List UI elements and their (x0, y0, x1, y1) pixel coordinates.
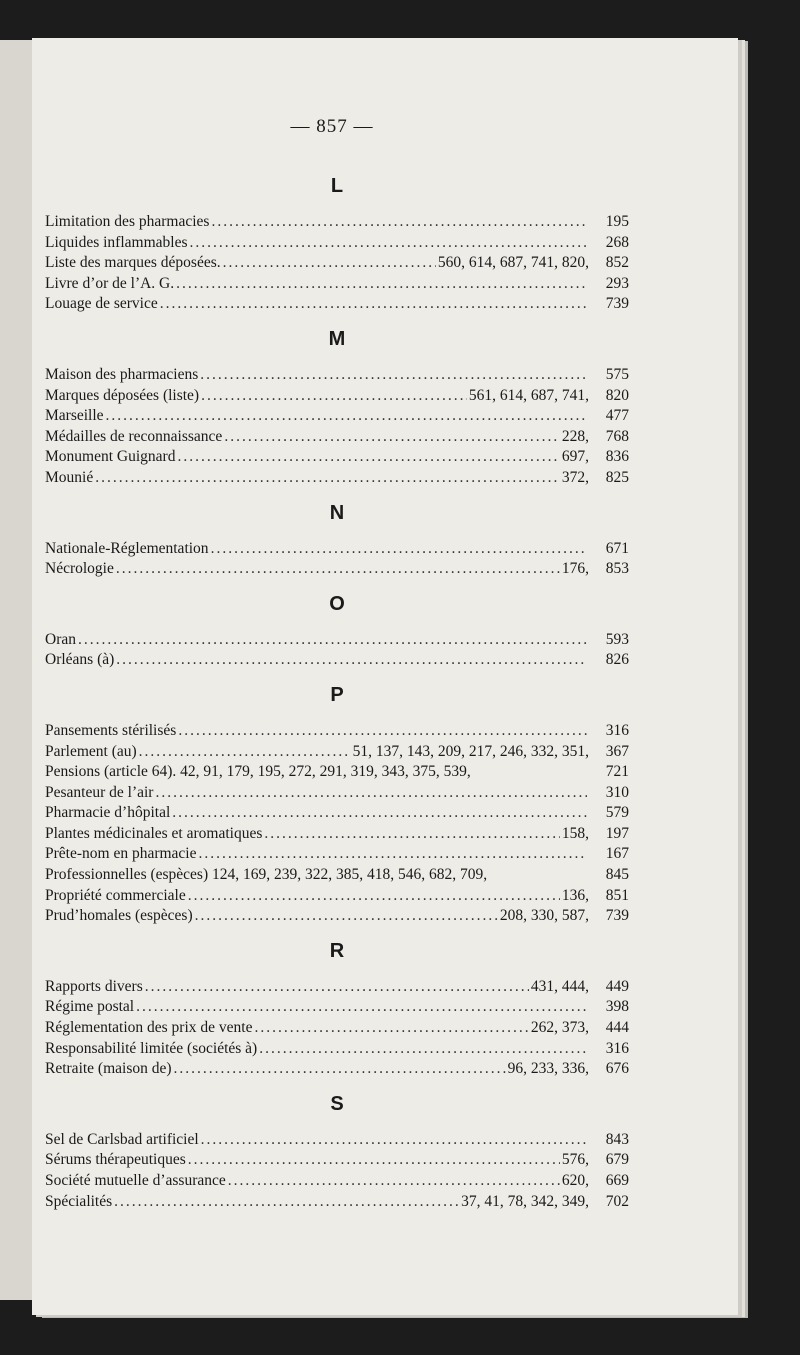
entry-last-page: 197 (605, 824, 629, 842)
entry-last-page: 268 (605, 233, 629, 251)
index-entry (45, 650, 629, 671)
dot-leader (211, 539, 587, 560)
entry-page-references: 561, 614, 687, 741, (468, 386, 589, 404)
index-entry (45, 977, 629, 998)
entry-term: Spécialités (45, 1192, 113, 1210)
entry-last-page: 477 (605, 407, 629, 425)
entry-term: Sérums thérapeutiques (45, 1151, 186, 1169)
index-section-n (45, 501, 629, 580)
index-entry (45, 762, 629, 783)
entry-last-page: 449 (605, 977, 629, 995)
entry-last-page: 398 (605, 998, 629, 1016)
section-letter-heading: R (329, 939, 345, 962)
dot-leader (78, 630, 587, 651)
index-section-o (45, 592, 629, 671)
dot-leader (228, 1171, 560, 1192)
entry-page-references: 228, (561, 427, 589, 445)
entry-term: Marseille (45, 407, 104, 425)
entry-last-page: 579 (605, 804, 629, 822)
entry-last-page: 768 (605, 427, 629, 445)
entry-page-references: 262, 373, (530, 1019, 589, 1037)
entry-term: Pharmacie d’hôpital (45, 804, 171, 822)
entry-term: Nationale-Réglementation (45, 539, 209, 557)
page-number: — 857 — (290, 116, 374, 137)
index-entry (45, 783, 629, 804)
dot-leader (201, 1130, 587, 1151)
index-entry (45, 386, 629, 407)
entry-term: Pansements stérilisés (45, 721, 177, 739)
entry-last-page: 167 (605, 845, 629, 863)
index-entry (45, 1192, 629, 1213)
dot-leader (114, 1192, 459, 1213)
entry-term: Plantes médicinales et aromatiques (45, 824, 263, 842)
dot-leader (254, 1018, 528, 1039)
dot-leader (201, 386, 467, 407)
entry-page-references: 560, 614, 687, 741, 820, (437, 254, 589, 272)
dot-leader (177, 447, 559, 468)
dot-leader (200, 365, 587, 386)
section-letter-heading: S (330, 1092, 344, 1115)
entry-term: Prête-nom en pharmacie (45, 845, 197, 863)
entry-last-page: 669 (605, 1172, 629, 1189)
index-entry (45, 630, 629, 651)
entry-last-page: 825 (605, 468, 629, 486)
entry-last-page: 739 (605, 907, 629, 925)
entry-last-page: 575 (605, 365, 629, 383)
entry-term: Monument Guignard (45, 448, 176, 466)
index-entry (45, 212, 629, 233)
entry-term: Nécrologie (45, 560, 114, 578)
adjacent-page-edge (0, 40, 33, 1300)
section-letter-heading: N (329, 501, 345, 524)
index-entry (45, 406, 629, 427)
index-entry (45, 1039, 629, 1060)
index-entry (45, 742, 629, 763)
entry-last-page: 310 (605, 783, 629, 801)
dot-leader (116, 650, 587, 671)
index-section-p (45, 683, 629, 927)
entry-last-page: 593 (605, 630, 629, 648)
entry-last-page: 836 (605, 448, 629, 466)
index-content (45, 170, 629, 1224)
dot-leader (188, 1150, 560, 1171)
entry-last-page: 367 (605, 742, 629, 760)
entry-last-page: 845 (605, 866, 629, 884)
dot-leader (139, 742, 351, 763)
entry-last-page: 671 (605, 539, 629, 557)
index-entry (45, 886, 629, 907)
section-letter-heading: P (330, 683, 344, 706)
entry-term: Pensions (article 64). 42, 91, 179, 195, 272, 291, 319, 343, 375, 539, (45, 763, 471, 781)
entry-term: Louage de service (45, 295, 158, 313)
index-section-l (45, 174, 629, 315)
index-entry (45, 365, 629, 386)
index-entry (45, 824, 629, 845)
dot-leader (223, 253, 436, 274)
dot-leader (145, 977, 529, 998)
entry-term: Oran (45, 630, 76, 648)
dot-leader (199, 844, 588, 865)
entry-term: Propriété commerciale (45, 886, 186, 904)
document-page (32, 38, 738, 1315)
entry-last-page: 851 (605, 886, 629, 904)
dot-leader (176, 274, 587, 295)
dot-leader (189, 233, 587, 254)
entry-last-page: 293 (605, 274, 629, 292)
entry-last-page: 316 (605, 1039, 629, 1057)
index-entry (45, 906, 629, 927)
section-letter-heading: L (330, 175, 344, 197)
entry-term: Responsabilité limitée (sociétés à) (45, 1039, 258, 1057)
entry-page-references: 51, 137, 143, 209, 217, 246, 332, 351, (352, 742, 589, 760)
entry-last-page: 676 (605, 1060, 629, 1078)
entry-page-references: 576, (561, 1151, 589, 1169)
entry-term: Prud’homales (espèces) (45, 907, 193, 925)
entry-term: Pesanteur de l’air (45, 783, 154, 801)
dot-leader (95, 468, 560, 489)
index-entry (45, 233, 629, 254)
entry-term: Mounié (45, 468, 94, 486)
entry-page-references: 372, (561, 468, 589, 486)
index-entry (45, 1171, 629, 1192)
section-letter-heading: O (329, 592, 345, 615)
index-entry (45, 803, 629, 824)
dot-leader (155, 783, 587, 804)
dot-leader (224, 427, 560, 448)
dot-leader (106, 406, 587, 427)
dot-leader (264, 824, 560, 845)
dot-leader (188, 886, 560, 907)
index-entry (45, 1130, 629, 1151)
dot-leader (178, 721, 587, 742)
dot-leader (172, 803, 587, 824)
entry-page-references: 96, 233, 336, (507, 1060, 589, 1078)
entry-last-page: 852 (605, 254, 629, 272)
entry-last-page: 195 (605, 213, 629, 230)
dot-leader (195, 906, 498, 927)
entry-term: Maison des pharmaciens (45, 365, 199, 383)
entry-page-references: 176, (561, 560, 589, 578)
index-entry (45, 253, 629, 274)
index-entry (45, 844, 629, 865)
index-section-r (45, 939, 629, 1080)
entry-last-page: 853 (605, 560, 629, 578)
dot-leader (211, 212, 587, 233)
index-section-m (45, 327, 629, 489)
entry-term: Réglementation des prix de vente (45, 1019, 253, 1037)
entry-term: Professionnelles (espèces) 124, 169, 239, 322, 385, 418, 546, 682, 709, (45, 866, 488, 884)
dot-leader (259, 1039, 587, 1060)
entry-term: Orléans (à) (45, 651, 115, 669)
entry-page-references: 208, 330, 587, (499, 907, 589, 925)
entry-page-references: 431, 444, (530, 977, 589, 995)
entry-term: Liste des marques déposées. (45, 254, 221, 272)
index-section-s (45, 1092, 629, 1212)
entry-last-page: 702 (605, 1192, 629, 1210)
index-entry (45, 274, 629, 295)
index-entry (45, 1059, 629, 1080)
index-entry (45, 427, 629, 448)
entry-term: Liquides inflammables (45, 233, 188, 251)
index-entry (45, 997, 629, 1018)
entry-term: Retraite (maison de) (45, 1060, 172, 1078)
entry-term: Sel de Carlsbad artificiel (45, 1130, 199, 1148)
entry-page-references: 136, (561, 886, 589, 904)
entry-page-references: 37, 41, 78, 342, 349, (461, 1192, 589, 1210)
dot-leader (136, 997, 587, 1018)
index-entry (45, 865, 629, 886)
entry-page-references: 158, (561, 824, 589, 842)
entry-term: Livre d’or de l’A. G. (45, 274, 175, 292)
index-entry (45, 1150, 629, 1171)
dot-leader (174, 1059, 506, 1080)
entry-term: Parlement (au) (45, 742, 137, 760)
entry-last-page: 843 (605, 1130, 629, 1148)
entry-last-page: 820 (605, 386, 629, 404)
section-letter-heading: M (328, 327, 346, 350)
entry-page-references: 620, (561, 1172, 589, 1189)
entry-term: Rapports divers (45, 977, 143, 995)
index-entry (45, 1018, 629, 1039)
entry-last-page: 826 (605, 651, 629, 669)
entry-last-page: 739 (605, 295, 629, 313)
index-entry (45, 539, 629, 560)
index-entry (45, 468, 629, 489)
index-entry (45, 559, 629, 580)
entry-term: Régime postal (45, 998, 135, 1016)
entry-term: Médailles de reconnaissance (45, 427, 223, 445)
dot-leader (116, 559, 560, 580)
index-entry (45, 721, 629, 742)
entry-last-page: 444 (605, 1019, 629, 1037)
entry-term: Société mutuelle d’assurance (45, 1172, 226, 1189)
entry-page-references: 697, (561, 448, 589, 466)
index-entry (45, 294, 629, 315)
dot-leader (160, 294, 587, 315)
entry-term: Marques déposées (liste) (45, 386, 200, 404)
index-entry (45, 447, 629, 468)
entry-last-page: 316 (605, 721, 629, 739)
entry-term: Limitation des pharmacies (45, 213, 210, 230)
entry-last-page: 679 (605, 1151, 629, 1169)
entry-last-page: 721 (605, 763, 629, 781)
